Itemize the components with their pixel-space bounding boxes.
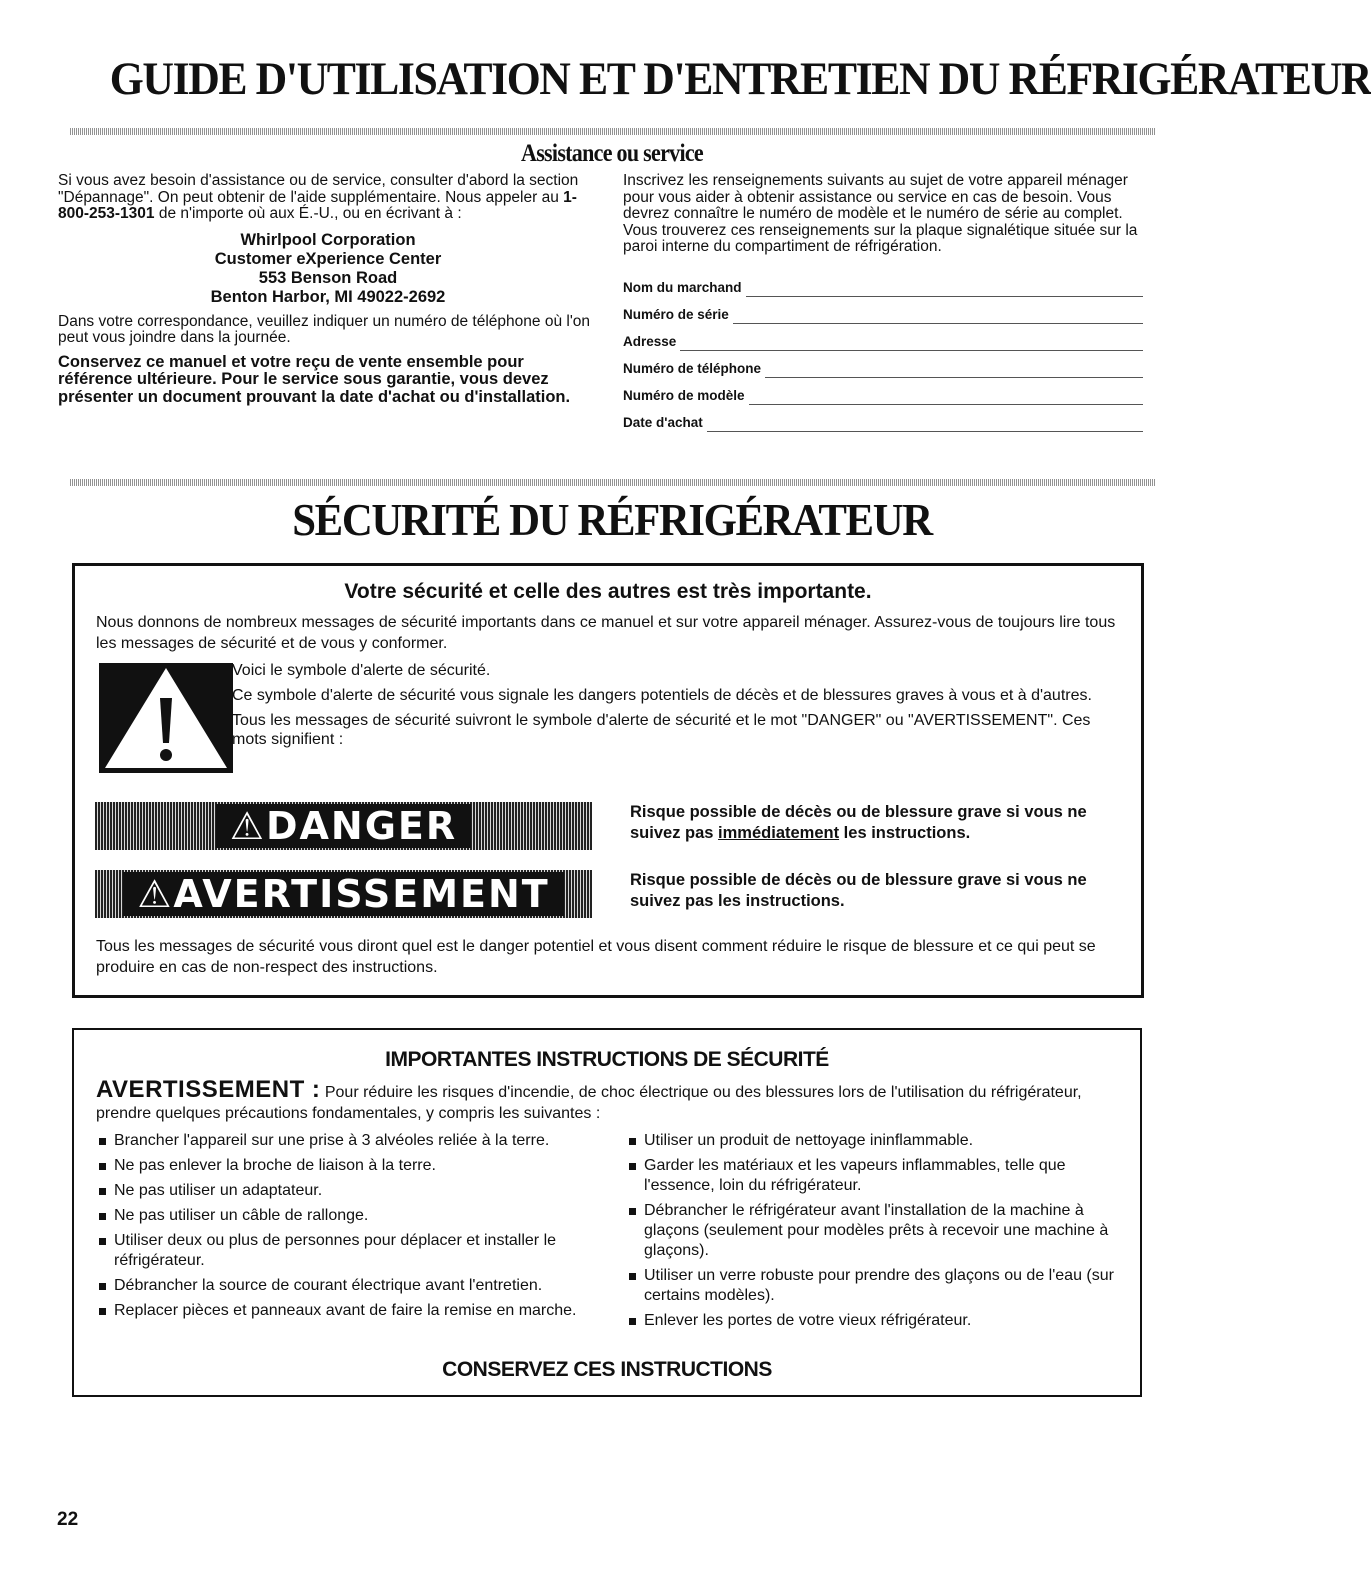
warning-description: Risque possible de décès ou de blessure grave si vous ne suivez pas les instructions. — [630, 871, 1087, 910]
field-phone-number[interactable]: Numéro de téléphone — [623, 351, 1143, 378]
alert-icon: ⚠ — [229, 804, 266, 848]
safety-symbol-text: Voici le symbole d'alerte de sécurité. Ce symbole d'alerte de sécurité vous signale les dangers potentiels de décès et de blessures graves à vous et à d'autres. Tous les messages de sécurité suivront le symbole d'alerte de sécurité et le mot "DANGER" ou "AVERTISSEMENT". Ces mots signifient : — [232, 662, 1092, 748]
mailing-address: Whirlpool Corporation Customer eXperience Center 553 Benson Road Benton Harbor, MI 49022-2692 — [210, 230, 446, 306]
field-address[interactable]: Adresse — [623, 324, 1143, 351]
assistance-heading: Assistance ou service — [521, 140, 703, 167]
list-item: Ne pas utiliser un câble de rallonge. — [96, 1206, 601, 1226]
phone-number: 1-800-253-1301 — [58, 188, 577, 222]
page-title: GUIDE D'UTILISATION ET D'ENTRETIEN DU RÉFRIGÉRATEUR — [109, 53, 1371, 105]
field-model-number[interactable]: Numéro de modèle — [623, 378, 1143, 405]
list-item: Utiliser un verre robuste pour prendre des glaçons ou de l'eau (sur certains modèles). — [626, 1266, 1131, 1306]
field-dealer-name[interactable]: Nom du marchand — [623, 270, 1143, 297]
list-item: Ne pas utiliser un adaptateur. — [96, 1181, 601, 1201]
list-item: Enlever les portes de votre vieux réfrigérateur. — [626, 1311, 1131, 1331]
list-item: Débrancher le réfrigérateur avant l'installation de la machine à glaçons (seulement pour modèles prêts à recevoir une machine à glaçons). — [626, 1201, 1131, 1261]
list-item: Utiliser deux ou plus de personnes pour déplacer et installer le réfrigérateur. — [96, 1231, 601, 1271]
record-fields — [623, 270, 1143, 432]
instructions-heading: IMPORTANTES INSTRUCTIONS DE SÉCURITÉ — [385, 1048, 829, 1071]
list-item: Débrancher la source de courant électrique avant l'entretien. — [96, 1276, 601, 1296]
assistance-intro: Si vous avez besoin d'assistance ou de service, consulter d'abord la section "Dépannage". On peut obtenir de l'aide supplémentaire. Nous appeler au 1-800-253-1301 de n'importe où aux É.-U., ou en écrivant à : — [58, 172, 579, 222]
hatched-divider — [70, 479, 1155, 486]
instructions-list-right — [626, 1131, 1131, 1336]
safety-heading: Votre sécurité et celle des autres est très importante. — [344, 580, 872, 603]
danger-banner: ⚠DANGER — [95, 802, 592, 850]
assistance-left-column — [58, 173, 598, 413]
alert-icon: ⚠ — [137, 872, 174, 916]
list-item: Utiliser un produit de nettoyage ininflammable. — [626, 1131, 1131, 1151]
safety-box — [72, 563, 1144, 998]
field-serial-number[interactable]: Numéro de série — [623, 297, 1143, 324]
safety-title: SÉCURITÉ DU RÉFRIGÉRATEUR — [292, 494, 932, 545]
list-item: Garder les matériaux et les vapeurs inflammables, telle que l'essence, loin du réfrigérateur. — [626, 1156, 1131, 1196]
record-info-text: Inscrivez les renseignements suivants au sujet de votre appareil ménager pour vous aider à obtenir assistance ou service en cas de besoin. Vous devrez connaître le numéro de modèle et le numéro de série au complet. Vous trouverez ces renseignements sur la plaque signalétique située sur la paroi interne du compartiment de réfrigération. — [623, 172, 1138, 255]
instructions-list-left — [96, 1131, 601, 1326]
safety-outro: Tous les messages de sécurité vous diront quel est le danger potentiel et vous disent comment réduire le risque de blessure et ce qui peut se produire en cas de non-respect des instructions. — [96, 938, 1096, 976]
warning-banner: ⚠AVERTISSEMENT — [95, 870, 592, 918]
keep-instructions: CONSERVEZ CES INSTRUCTIONS — [442, 1358, 772, 1381]
list-item: Ne pas enlever la broche de liaison à la terre. — [96, 1156, 601, 1176]
correspondence-note: Dans votre correspondance, veuillez indiquer un numéro de téléphone où l'on peut vous joindre dans la journée. — [58, 312, 591, 346]
list-item: Replacer pièces et panneaux avant de faire la remise en marche. — [96, 1301, 601, 1321]
list-item: Brancher l'appareil sur une prise à 3 alvéoles reliée à la terre. — [96, 1131, 601, 1151]
keep-manual-note: Conservez ce manuel et votre reçu de vente ensemble pour référence ultérieure. Pour le service sous garantie, vous devez présenter un document prouvant la date d'achat ou d'installation. — [58, 352, 571, 406]
assistance-right-column — [623, 173, 1143, 432]
danger-description: Risque possible de décès ou de blessure grave si vous ne suivez pas immédiatement les instructions. — [630, 803, 1087, 842]
instructions-box — [72, 1028, 1142, 1397]
hatched-divider — [70, 128, 1155, 135]
instructions-warning: AVERTISSEMENT : Pour réduire les risques d'incendie, de choc électrique ou des blessures lors de l'utilisation du réfrigérateur, prendre quelques précautions fondamentales, y compris les suivantes : — [96, 1076, 1082, 1122]
page-number: 22 — [57, 1509, 79, 1530]
warning-triangle-icon — [99, 663, 233, 773]
field-purchase-date[interactable]: Date d'achat — [623, 405, 1143, 432]
safety-intro: Nous donnons de nombreux messages de sécurité importants dans ce manuel et sur votre appareil ménager. Assurez-vous de toujours lire tous les messages de sécurité et de vous y conformer. — [96, 614, 1116, 652]
